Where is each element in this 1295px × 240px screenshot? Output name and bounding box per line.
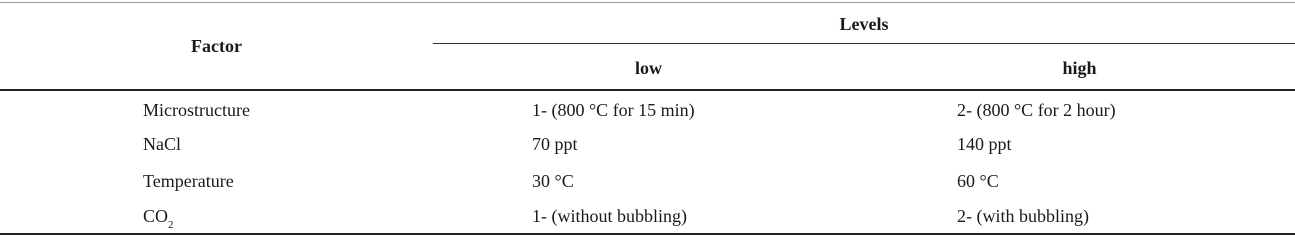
header-bottom-rule	[0, 89, 1295, 91]
row-temperature-low: 30 °C	[532, 171, 574, 191]
header-levels: Levels	[839, 14, 889, 34]
header-factor: Factor	[191, 36, 242, 56]
header-low: low	[635, 58, 662, 78]
cell-text: Microstructure	[143, 100, 250, 120]
header-high: high	[1062, 58, 1097, 78]
row-co2-low: 1- (without bubbling)	[532, 206, 687, 226]
row-nacl-factor	[143, 133, 181, 155]
row-nacl-low: 70 ppt	[532, 134, 578, 154]
table-top-rule	[0, 2, 1295, 3]
cell-text: NaCl	[143, 134, 181, 154]
row-microstructure-low: 1- (800 °C for 15 min)	[532, 100, 695, 120]
table-bottom-rule	[0, 233, 1295, 235]
row-microstructure-factor	[143, 99, 250, 121]
cell-text: Temperature	[143, 171, 234, 191]
row-co2-factor	[143, 205, 174, 230]
subscript: 2	[168, 219, 174, 231]
cell-text: CO	[143, 206, 169, 226]
row-microstructure-high: 2- (800 °C for 2 hour)	[957, 100, 1116, 120]
row-co2-high: 2- (with bubbling)	[957, 206, 1089, 226]
row-temperature-factor	[143, 170, 234, 192]
levels-span-rule	[433, 43, 1295, 44]
row-nacl-high: 140 ppt	[957, 134, 1012, 154]
row-temperature-high: 60 °C	[957, 171, 999, 191]
